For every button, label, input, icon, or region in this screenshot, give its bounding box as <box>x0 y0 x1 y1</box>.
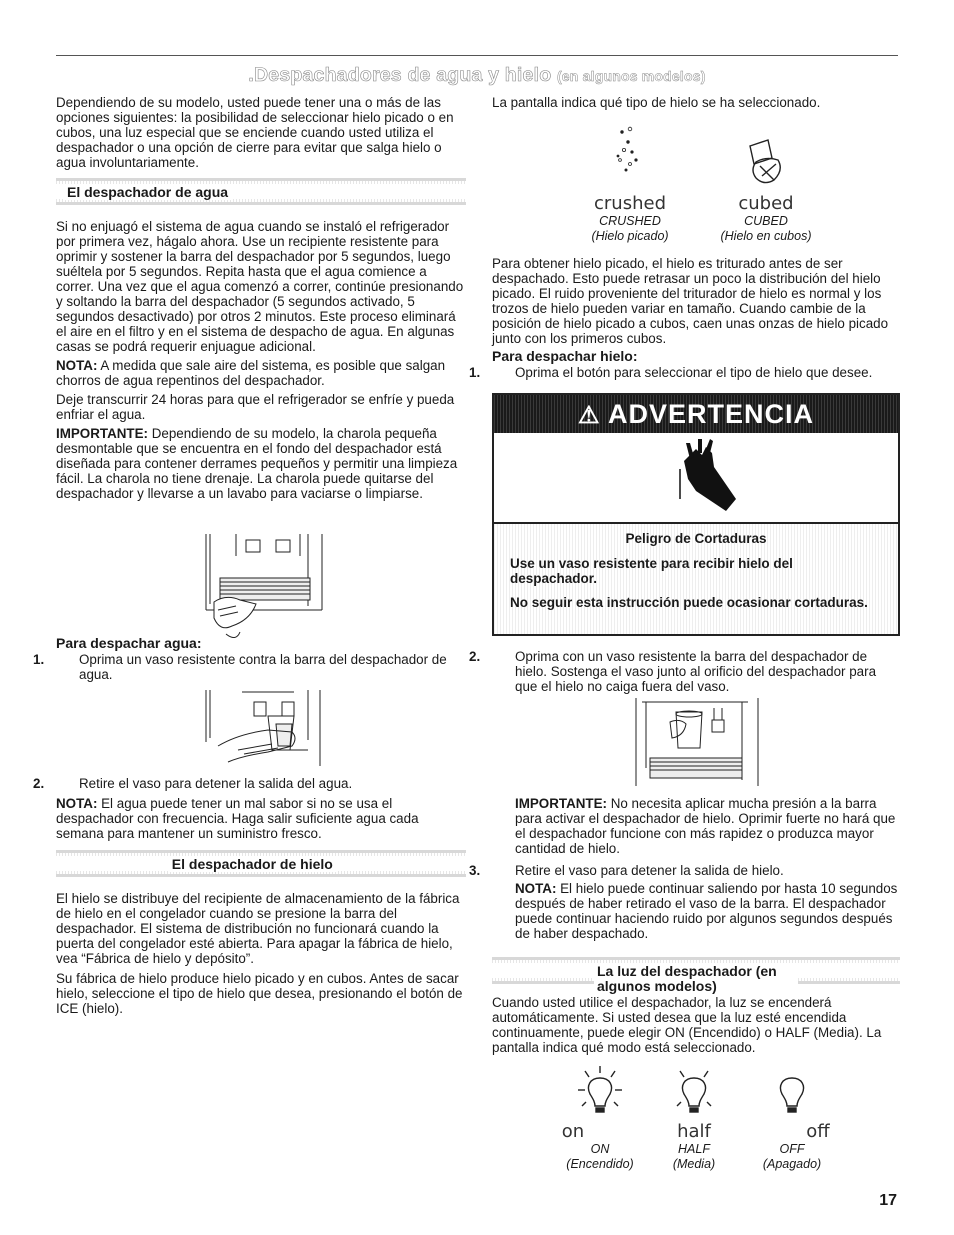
half-label-es: (Media) <box>672 1157 716 1171</box>
off-label-es: (Apagado) <box>762 1157 822 1171</box>
warning-line-1: Use un vaso resistente para recibir hielo del despachador. <box>510 556 793 586</box>
cubed-label-es: (Hielo en cubos) <box>720 229 812 243</box>
cubed-ice-icon <box>716 136 816 186</box>
ice-step-2: 2. Oprima con un vaso resistente la barra del despachador de hielo. Sostenga el vaso junto al orificio del despachador para que el hielo no caiga fuera del vaso. <box>469 649 877 694</box>
on-label: ON <box>590 1142 610 1156</box>
ice-paragraph-2: Su fábrica de hielo produce hielo picado y en cubos. Antes de sacar hielo, seleccione el tipo de hielo que desea, presionando el botón de ICE (hielo). <box>56 971 463 1016</box>
ice-paragraph-1: El hielo se distribuye del recipiente de almacenamiento de la fábrica de hielo en el congelador cuando se presione la barra del despachador. El sistema de distribución no funcionará cuando la puerta del congelador esté abierta. Para apagar la fábrica de hielo, vea “Fábrica de hielo y depósito”. <box>56 891 460 966</box>
drip-tray-illustration <box>196 534 336 642</box>
ice-step-1: 1. Oprima el botón para seleccionar el tipo de hielo que desee. <box>469 365 873 380</box>
water-section-title: El despachador de agua <box>64 185 232 200</box>
water-important: IMPORTANTE: Dependiendo de su modelo, la charola pequeña desmontable que se encuentra en el fondo del despachador está diseñada para contener derrames pequeños y permitir una limpieza fácil. La charola no tiene drenaje. La charola puede quitarse del despachador y llevarse a un lavabo para vaciarse o limpiarse. <box>56 426 458 501</box>
ice-instructions-block <box>469 796 900 947</box>
crushed-label: CRUSHED <box>599 214 661 228</box>
crushed-paragraph: Para obtener hielo picado, el hielo es triturado antes de ser despachado. Esto puede retrasar un poco la distribución del hielo picado. El ruido proveniente del triturador de hielo es normal y los trozos de hielo pueden variar en tamaño. Cuando cambie de la posición de hielo picado a cubos, caen unas onzas de hielo picado junto con los primeros cubos. <box>492 256 889 346</box>
water-note: NOTA: A medida que sale aire del sistema, es posible que salgan chorros de agua repentinos del despachador. <box>56 358 446 388</box>
warning-title: ⚠ ADVERTENCIA <box>577 399 815 429</box>
cubed-display-text: cubed <box>738 193 794 214</box>
warning-header <box>494 395 898 433</box>
ice-section-body <box>56 891 466 1022</box>
water-note-2: NOTA: El agua puede tener un mal sabor si no se usa el despachador con frecuencia. Haga salir suficiente agua cada semana para mantener un suministro fresco. <box>56 796 419 841</box>
top-rule <box>56 55 898 56</box>
ice-glass-illustration <box>630 698 764 790</box>
ice-section-title: El despachador de hielo <box>169 857 337 872</box>
water-section-header <box>56 178 466 205</box>
crushed-display-text: crushed <box>594 193 666 214</box>
crushed-icon-group <box>590 124 670 242</box>
cubed-icon-group <box>716 136 816 242</box>
light-section-header <box>492 957 900 994</box>
page-title-sub: (en algunos modelos) <box>556 68 706 84</box>
on-display-text: on <box>561 1121 585 1142</box>
ice-important: IMPORTANTE: No necesita aplicar mucha presión a la barra para activar el despachador de hielo. Oprimir fuerte no hará que el despachador funcione con más rapidez o produzca mayor cantidad de hielo. <box>515 796 896 856</box>
light-on-group <box>560 1066 640 1176</box>
light-half-icon <box>654 1066 734 1122</box>
crushed-paragraph-block <box>469 256 900 380</box>
water-glass-illustration <box>198 690 330 772</box>
light-on-icon <box>560 1066 640 1122</box>
dispense-water-title: Para despachar agua: <box>56 635 202 651</box>
ice-note: NOTA: El hielo puede continuar saliendo por hasta 10 segundos después de haber retirado el vaso de la barra. El despachador puede continuar haciendo ruido por algunos segundos después de haber despachado. <box>515 881 898 941</box>
page-title-main: .Despachadores de agua y hielo <box>248 64 552 86</box>
warning-box <box>492 393 900 636</box>
ice-step-3: 3. Retire el vaso para detener la salida de hielo. <box>469 863 784 878</box>
water-paragraph-2: Deje transcurrir 24 horas para que el refrigerador se enfríe y pueda enfriar el agua. <box>56 392 455 422</box>
warning-hazard: Peligro de Cortaduras <box>625 531 767 546</box>
half-label: HALF <box>678 1142 710 1156</box>
crushed-ice-icon <box>590 124 670 180</box>
page-title <box>56 63 898 88</box>
on-label-es: (Encendido) <box>566 1157 634 1171</box>
dispense-water-block <box>33 635 466 682</box>
warning-triangle-icon: ⚠ <box>577 402 601 429</box>
light-off-group <box>752 1066 832 1176</box>
half-display-text: half <box>677 1121 711 1142</box>
light-half-group <box>654 1066 734 1176</box>
water-step-2: 2. Retire el vaso para detener la salida del agua. <box>33 776 353 791</box>
display-intro: La pantalla indica qué tipo de hielo se ha seleccionado. <box>492 95 821 110</box>
crushed-label-es: (Hielo picado) <box>591 229 669 243</box>
light-section-title: La luz del despachador (en algunos modelos) <box>594 964 798 994</box>
off-label: OFF <box>779 1142 805 1156</box>
ice-section-header <box>56 850 466 877</box>
water-step-1: 1. Oprima un vaso resistente contra la barra del despachador de agua. <box>33 652 447 682</box>
page-number: 17 <box>879 1192 897 1209</box>
intro-paragraph: Dependiendo de su modelo, usted puede tener una o más de las opciones siguientes: la posibilidad de seleccionar hielo picado o en cubos, una luz especial que se enciende cuando usted utiliza el despachador o una opción de cierre para evitar que salga hielo o agua involuntariamente. <box>56 95 454 170</box>
dispense-ice-title: Para despachar hielo: <box>492 348 638 364</box>
warning-body <box>494 522 898 634</box>
water-step-2-block <box>33 776 466 847</box>
cubed-label: CUBED <box>744 214 788 228</box>
off-display-text: off <box>806 1121 830 1142</box>
water-section-body <box>56 219 466 507</box>
warning-line-2: No seguir esta instrucción puede ocasionar cortaduras. <box>510 595 868 610</box>
light-off-icon <box>752 1066 832 1122</box>
light-paragraph: Cuando usted utilice el despachador, la luz se encenderá automáticamente. Si usted desea que la luz esté encendida continuamente, puede elegir ON (Encendido) o HALF (Media). La pantalla indica qué modo está seleccionado. <box>492 995 882 1055</box>
ice-step-2-block <box>469 649 900 694</box>
water-paragraph-1: Si no enjuagó el sistema de agua cuando se instaló el refrigerador por primera vez, hágalo ahora. Use un recipiente resistente para oprimir y sostener la barra del despachador por 5 segundos, luego suéltela por 5 segundos. Repita hasta que el agua comience a correr. Una vez que el agua comenzó a correr, continúe presionando y soltando la barra del despachador (5 segundos activado, 5 segundos desactivado) por otros 2 minutos. Este proceso eliminará el aire en el filtro y en el sistema de despacho de agua. En algunas casas se podrá requerir enjuague adicional. <box>56 219 464 354</box>
cut-hand-icon <box>666 439 736 519</box>
